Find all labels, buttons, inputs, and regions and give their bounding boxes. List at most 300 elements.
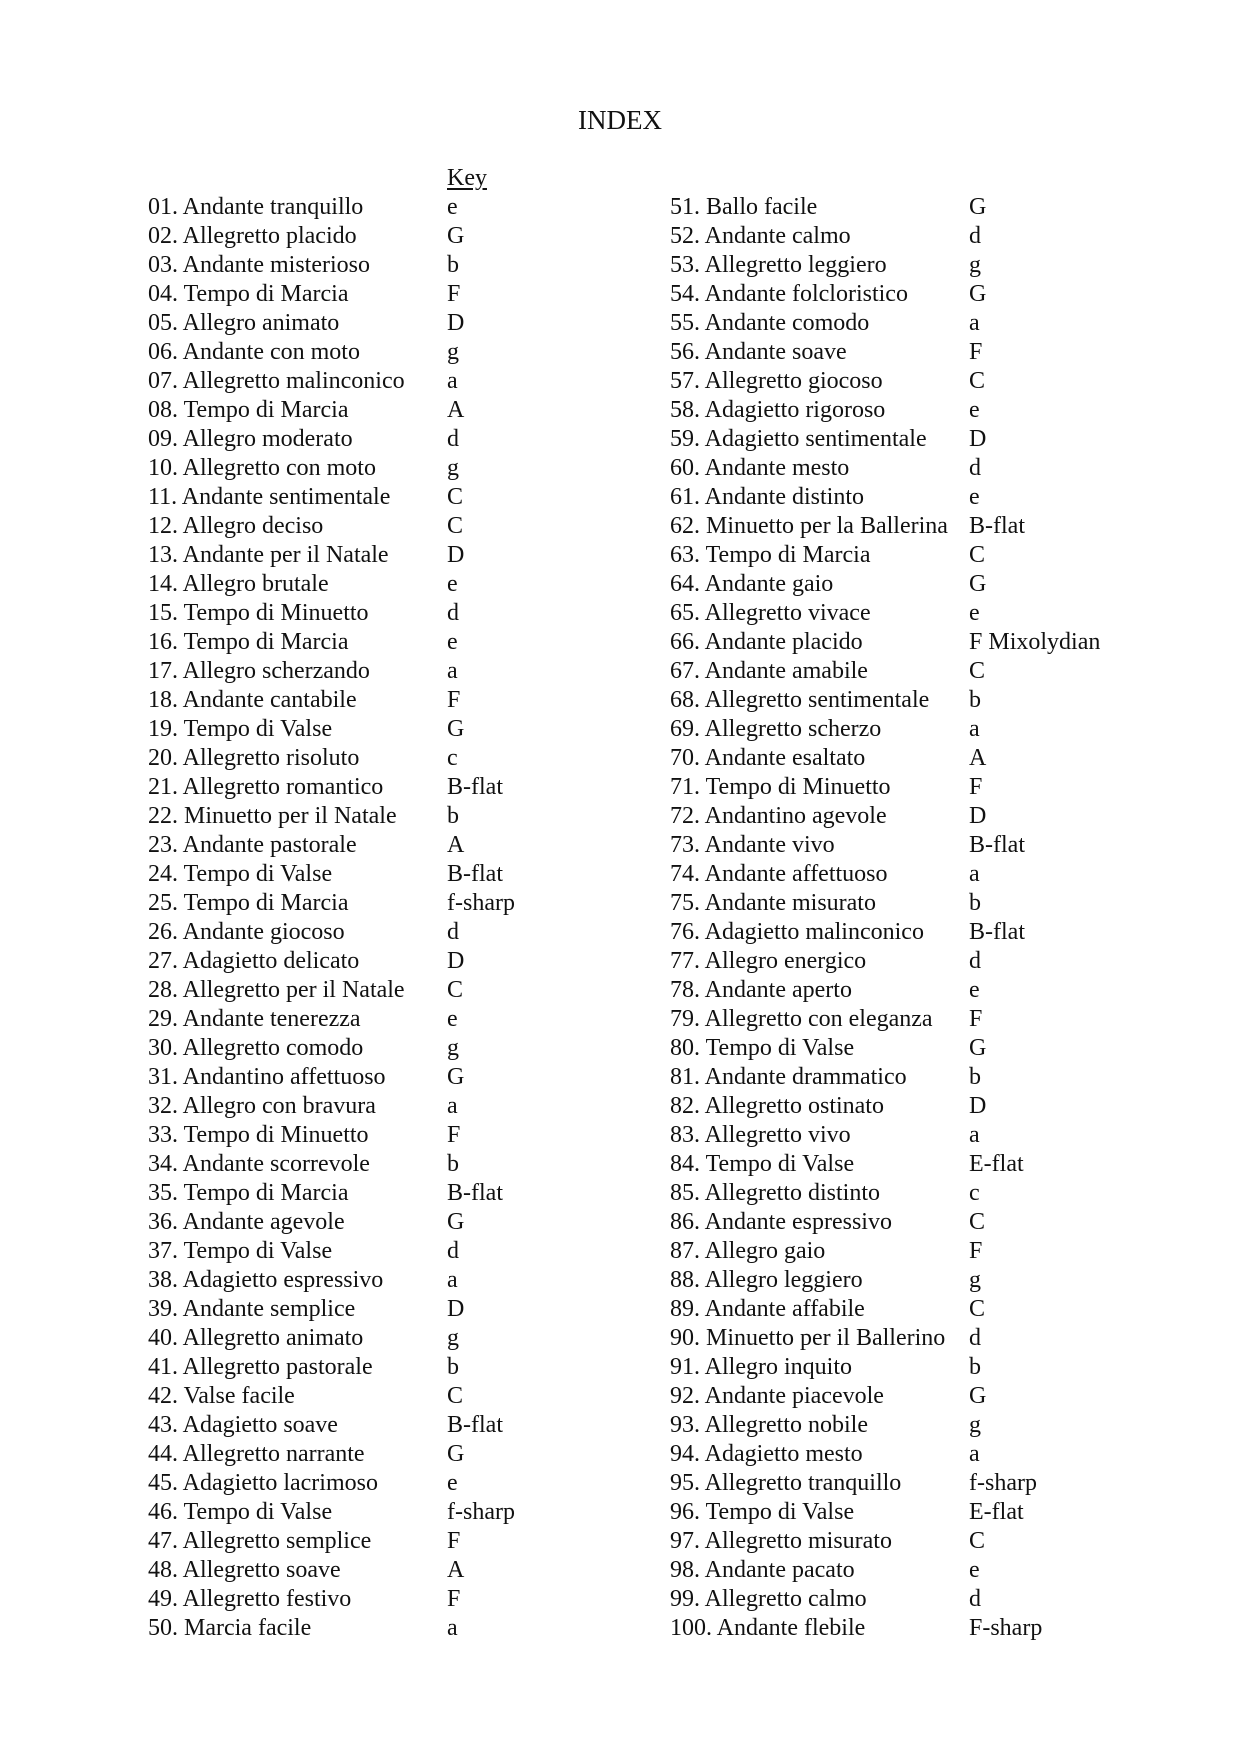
entry-title: 38. Adagietto espressivo bbox=[148, 1267, 384, 1293]
entry-key: F bbox=[447, 687, 461, 713]
index-entry bbox=[670, 222, 1100, 251]
index-entry bbox=[148, 251, 515, 280]
entry-key: d bbox=[969, 948, 981, 974]
index-entry bbox=[148, 1440, 515, 1469]
index-entry bbox=[670, 338, 1100, 367]
entry-title: 09. Allegro moderato bbox=[148, 426, 353, 452]
entry-title: 16. Tempo di Marcia bbox=[148, 629, 349, 655]
index-entry bbox=[148, 860, 515, 889]
entry-key: g bbox=[969, 1267, 981, 1293]
entry-title: 80. Tempo di Valse bbox=[670, 1035, 855, 1061]
entry-title: 06. Andante con moto bbox=[148, 339, 360, 365]
index-entry bbox=[670, 1382, 1100, 1411]
entry-title: 79. Allegretto con eleganza bbox=[670, 1006, 933, 1032]
entry-title: 45. Adagietto lacrimoso bbox=[148, 1470, 378, 1496]
entry-key: G bbox=[447, 223, 465, 249]
entry-key: D bbox=[969, 1093, 987, 1119]
entry-key: A bbox=[447, 397, 465, 423]
index-entry bbox=[148, 1324, 515, 1353]
index-entry bbox=[670, 1179, 1100, 1208]
entry-key: d bbox=[447, 919, 459, 945]
entry-key: G bbox=[969, 1383, 987, 1409]
index-entry bbox=[670, 1237, 1100, 1266]
index-entry bbox=[670, 599, 1100, 628]
entry-title: 68. Allegretto sentimentale bbox=[670, 687, 930, 713]
index-entry bbox=[148, 1295, 515, 1324]
entry-title: 47. Allegretto semplice bbox=[148, 1528, 372, 1554]
index-entry bbox=[148, 1063, 515, 1092]
index-entry bbox=[670, 715, 1100, 744]
index-entry bbox=[148, 1266, 515, 1295]
entry-title: 03. Andante misterioso bbox=[148, 252, 370, 278]
entry-title: 36. Andante agevole bbox=[148, 1209, 345, 1235]
entry-title: 07. Allegretto malinconico bbox=[148, 368, 405, 394]
index-entry bbox=[670, 454, 1100, 483]
entry-title: 92. Andante piacevole bbox=[670, 1383, 884, 1409]
entry-key: B-flat bbox=[447, 1180, 503, 1206]
entry-key: a bbox=[969, 1122, 980, 1148]
entry-key: C bbox=[447, 513, 464, 539]
entry-title: 84. Tempo di Valse bbox=[670, 1151, 855, 1177]
entry-key: e bbox=[969, 397, 980, 423]
index-entry bbox=[148, 1527, 515, 1556]
entry-key: e bbox=[969, 1557, 980, 1583]
index-entry bbox=[148, 947, 515, 976]
index-entry bbox=[148, 541, 515, 570]
entry-key: d bbox=[969, 1586, 981, 1612]
entry-title: 67. Andante amabile bbox=[670, 658, 868, 684]
index-column-left bbox=[148, 193, 515, 1643]
index-entry bbox=[670, 1585, 1100, 1614]
entry-key: b bbox=[969, 890, 981, 916]
entry-key: g bbox=[969, 1412, 981, 1438]
entry-key: e bbox=[447, 194, 458, 220]
entry-title: 11. Andante sentimentale bbox=[148, 484, 391, 510]
entry-key: D bbox=[447, 310, 465, 336]
index-entry bbox=[148, 715, 515, 744]
entry-title: 49. Allegretto festivo bbox=[148, 1586, 352, 1612]
entry-key: A bbox=[447, 832, 465, 858]
entry-title: 87. Allegro gaio bbox=[670, 1238, 826, 1264]
entry-key: C bbox=[969, 1528, 986, 1554]
index-entry bbox=[670, 512, 1100, 541]
entry-key: e bbox=[447, 629, 458, 655]
entry-key: G bbox=[447, 1441, 465, 1467]
entry-title: 59. Adagietto sentimentale bbox=[670, 426, 927, 452]
entry-title: 19. Tempo di Valse bbox=[148, 716, 333, 742]
entry-key: b bbox=[447, 1354, 459, 1380]
entry-title: 23. Andante pastorale bbox=[148, 832, 357, 858]
index-entry bbox=[148, 454, 515, 483]
entry-key: b bbox=[969, 1354, 981, 1380]
entry-key: F bbox=[969, 339, 983, 365]
index-entry bbox=[670, 1295, 1100, 1324]
entry-title: 97. Allegretto misurato bbox=[670, 1528, 892, 1554]
index-entry bbox=[670, 802, 1100, 831]
entry-title: 28. Allegretto per il Natale bbox=[148, 977, 405, 1003]
index-entry bbox=[148, 425, 515, 454]
index-entry bbox=[148, 976, 515, 1005]
entry-title: 44. Allegretto narrante bbox=[148, 1441, 365, 1467]
entry-title: 08. Tempo di Marcia bbox=[148, 397, 349, 423]
entry-key: e bbox=[447, 1470, 458, 1496]
entry-title: 13. Andante per il Natale bbox=[148, 542, 389, 568]
index-entry bbox=[148, 744, 515, 773]
entry-title: 71. Tempo di Minuetto bbox=[670, 774, 891, 800]
index-entry bbox=[670, 483, 1100, 512]
index-entry bbox=[670, 1063, 1100, 1092]
index-entry bbox=[148, 1121, 515, 1150]
entry-title: 02. Allegretto placido bbox=[148, 223, 357, 249]
index-entry bbox=[670, 1266, 1100, 1295]
entry-title: 32. Allegro con bravura bbox=[148, 1093, 376, 1119]
index-entry bbox=[670, 686, 1100, 715]
entry-key: g bbox=[447, 1325, 459, 1351]
entry-key: D bbox=[447, 948, 465, 974]
entry-title: 10. Allegretto con moto bbox=[148, 455, 376, 481]
index-entry bbox=[670, 744, 1100, 773]
entry-key: b bbox=[969, 1064, 981, 1090]
entry-key: G bbox=[447, 1064, 465, 1090]
index-entry bbox=[670, 947, 1100, 976]
index-entry bbox=[670, 773, 1100, 802]
entry-title: 56. Andante soave bbox=[670, 339, 847, 365]
entry-key: c bbox=[447, 745, 458, 771]
index-entry bbox=[148, 193, 515, 222]
entry-key: F bbox=[969, 774, 983, 800]
index-entry bbox=[670, 1208, 1100, 1237]
entry-key: e bbox=[969, 600, 980, 626]
entry-title: 05. Allegro animato bbox=[148, 310, 340, 336]
entry-key: A bbox=[969, 745, 987, 771]
entry-key: G bbox=[969, 571, 987, 597]
entry-title: 64. Andante gaio bbox=[670, 571, 834, 597]
entry-title: 89. Andante affabile bbox=[670, 1296, 865, 1322]
entry-key: a bbox=[969, 861, 980, 887]
index-entry bbox=[670, 1527, 1100, 1556]
index-entry bbox=[148, 1498, 515, 1527]
entry-title: 39. Andante semplice bbox=[148, 1296, 356, 1322]
entry-key: a bbox=[447, 1267, 458, 1293]
entry-key: a bbox=[969, 716, 980, 742]
index-entry bbox=[148, 802, 515, 831]
entry-key: b bbox=[447, 803, 459, 829]
entry-key: B-flat bbox=[969, 832, 1025, 858]
entry-title: 25. Tempo di Marcia bbox=[148, 890, 349, 916]
entry-title: 96. Tempo di Valse bbox=[670, 1499, 855, 1525]
index-entry bbox=[670, 860, 1100, 889]
entry-title: 60. Andante mesto bbox=[670, 455, 850, 481]
entry-key: F bbox=[969, 1006, 983, 1032]
index-entry bbox=[670, 1556, 1100, 1585]
entry-title: 54. Andante folcloristico bbox=[670, 281, 908, 307]
entry-key: g bbox=[969, 252, 981, 278]
index-entry bbox=[670, 1005, 1100, 1034]
entry-title: 98. Andante pacato bbox=[670, 1557, 855, 1583]
entry-key: b bbox=[447, 1151, 459, 1177]
entry-title: 62. Minuetto per la Ballerina bbox=[670, 513, 948, 539]
entry-title: 91. Allegro inquito bbox=[670, 1354, 852, 1380]
index-entry bbox=[148, 773, 515, 802]
index-entry bbox=[670, 976, 1100, 1005]
entry-title: 22. Minuetto per il Natale bbox=[148, 803, 397, 829]
entry-title: 12. Allegro deciso bbox=[148, 513, 324, 539]
entry-key: F bbox=[447, 281, 461, 307]
entry-title: 20. Allegretto risoluto bbox=[148, 745, 360, 771]
entry-title: 52. Andante calmo bbox=[670, 223, 851, 249]
entry-title: 24. Tempo di Valse bbox=[148, 861, 333, 887]
entry-key: d bbox=[969, 1325, 981, 1351]
entry-title: 95. Allegretto tranquillo bbox=[670, 1470, 902, 1496]
entry-key: e bbox=[969, 484, 980, 510]
entry-title: 37. Tempo di Valse bbox=[148, 1238, 333, 1264]
entry-title: 73. Andante vivo bbox=[670, 832, 835, 858]
entry-title: 94. Adagietto mesto bbox=[670, 1441, 863, 1467]
entry-title: 78. Andante aperto bbox=[670, 977, 852, 1003]
entry-title: 48. Allegretto soave bbox=[148, 1557, 341, 1583]
entry-title: 85. Allegretto distinto bbox=[670, 1180, 880, 1206]
entry-key: F bbox=[969, 1238, 983, 1264]
entry-key: d bbox=[447, 1238, 459, 1264]
entry-key: f-sharp bbox=[447, 890, 515, 916]
index-entry bbox=[148, 1150, 515, 1179]
entry-title: 31. Andantino affettuoso bbox=[148, 1064, 386, 1090]
entry-title: 01. Andante tranquillo bbox=[148, 194, 364, 220]
entry-title: 17. Allegro scherzando bbox=[148, 658, 370, 684]
entry-title: 21. Allegretto romantico bbox=[148, 774, 384, 800]
entry-title: 93. Allegretto nobile bbox=[670, 1412, 868, 1438]
entry-key: C bbox=[447, 977, 464, 1003]
entry-title: 65. Allegretto vivace bbox=[670, 600, 871, 626]
entry-key: a bbox=[969, 310, 980, 336]
index-entry bbox=[148, 1208, 515, 1237]
entry-title: 50. Marcia facile bbox=[148, 1615, 312, 1641]
index-entry bbox=[670, 1440, 1100, 1469]
entry-key: G bbox=[969, 1035, 987, 1061]
entry-key: a bbox=[447, 1093, 458, 1119]
entry-title: 82. Allegretto ostinato bbox=[670, 1093, 884, 1119]
index-entry bbox=[148, 1585, 515, 1614]
entry-key: e bbox=[969, 977, 980, 1003]
entry-key: a bbox=[447, 368, 458, 394]
entry-key: g bbox=[447, 455, 459, 481]
entry-key: g bbox=[447, 1035, 459, 1061]
index-entry bbox=[670, 1411, 1100, 1440]
entry-title: 41. Allegretto pastorale bbox=[148, 1354, 373, 1380]
entry-key: a bbox=[969, 1441, 980, 1467]
entry-key: b bbox=[447, 252, 459, 278]
index-entry bbox=[148, 1469, 515, 1498]
index-entry bbox=[148, 1411, 515, 1440]
entry-key: a bbox=[447, 658, 458, 684]
index-entry bbox=[670, 1353, 1100, 1382]
entry-title: 77. Allegro energico bbox=[670, 948, 867, 974]
index-entry bbox=[670, 1034, 1100, 1063]
entry-key: d bbox=[447, 600, 459, 626]
index-entry bbox=[670, 831, 1100, 860]
index-entry bbox=[148, 1005, 515, 1034]
index-entry bbox=[670, 1092, 1100, 1121]
entry-title: 30. Allegretto comodo bbox=[148, 1035, 364, 1061]
index-entry bbox=[670, 570, 1100, 599]
entry-key: g bbox=[447, 339, 459, 365]
page-title: INDEX bbox=[578, 105, 662, 135]
entry-key: G bbox=[447, 716, 465, 742]
entry-key: e bbox=[447, 1006, 458, 1032]
index-entry bbox=[148, 628, 515, 657]
index-entry bbox=[670, 309, 1100, 338]
entry-key: C bbox=[969, 1209, 986, 1235]
entry-key: C bbox=[969, 1296, 986, 1322]
entry-title: 53. Allegretto leggiero bbox=[670, 252, 887, 278]
index-entry bbox=[148, 512, 515, 541]
entry-title: 66. Andante placido bbox=[670, 629, 863, 655]
entry-key: F-sharp bbox=[969, 1615, 1043, 1641]
entry-title: 29. Andante tenerezza bbox=[148, 1006, 361, 1032]
index-entry bbox=[670, 280, 1100, 309]
entry-title: 70. Andante esaltato bbox=[670, 745, 866, 771]
index-entry bbox=[670, 628, 1100, 657]
index-entry bbox=[148, 570, 515, 599]
entry-title: 14. Allegro brutale bbox=[148, 571, 329, 597]
index-entry bbox=[670, 425, 1100, 454]
index-entry bbox=[670, 1469, 1100, 1498]
entry-title: 90. Minuetto per il Ballerino bbox=[670, 1325, 946, 1351]
entry-title: 57. Allegretto giocoso bbox=[670, 368, 883, 394]
entry-key: d bbox=[969, 223, 981, 249]
entry-key: F bbox=[447, 1528, 461, 1554]
index-entry bbox=[148, 1556, 515, 1585]
index-entry bbox=[148, 396, 515, 425]
entry-title: 04. Tempo di Marcia bbox=[148, 281, 349, 307]
index-entry bbox=[148, 1179, 515, 1208]
index-entry bbox=[670, 1498, 1100, 1527]
entry-title: 72. Andantino agevole bbox=[670, 803, 887, 829]
entry-title: 61. Andante distinto bbox=[670, 484, 864, 510]
index-entry bbox=[148, 280, 515, 309]
index-entry bbox=[148, 657, 515, 686]
index-entry bbox=[148, 1237, 515, 1266]
index-entry bbox=[670, 918, 1100, 947]
index-entry bbox=[148, 1034, 515, 1063]
entry-title: 86. Andante espressivo bbox=[670, 1209, 892, 1235]
index-entry bbox=[670, 396, 1100, 425]
entry-title: 76. Adagietto malinconico bbox=[670, 919, 924, 945]
entry-key: f-sharp bbox=[969, 1470, 1037, 1496]
entry-key: B-flat bbox=[447, 774, 503, 800]
entry-key: C bbox=[447, 484, 464, 510]
index-entry bbox=[670, 1150, 1100, 1179]
entry-key: G bbox=[969, 194, 987, 220]
entry-key: C bbox=[969, 542, 986, 568]
index-entry bbox=[148, 483, 515, 512]
entry-title: 75. Andante misurato bbox=[670, 890, 876, 916]
entry-title: 33. Tempo di Minuetto bbox=[148, 1122, 369, 1148]
index-entry bbox=[148, 222, 515, 251]
index-entry bbox=[148, 367, 515, 396]
entry-title: 63. Tempo di Marcia bbox=[670, 542, 871, 568]
entry-title: 88. Allegro leggiero bbox=[670, 1267, 863, 1293]
entry-key: E-flat bbox=[969, 1151, 1024, 1177]
entry-title: 15. Tempo di Minuetto bbox=[148, 600, 369, 626]
index-entry bbox=[148, 918, 515, 947]
entry-key: b bbox=[969, 687, 981, 713]
entry-title: 18. Andante cantabile bbox=[148, 687, 357, 713]
entry-title: 26. Andante giocoso bbox=[148, 919, 345, 945]
entry-key: c bbox=[969, 1180, 980, 1206]
index-entry bbox=[670, 1121, 1100, 1150]
index-entry bbox=[148, 1092, 515, 1121]
entry-title: 51. Ballo facile bbox=[670, 194, 818, 220]
index-entry bbox=[670, 193, 1100, 222]
entry-title: 46. Tempo di Valse bbox=[148, 1499, 333, 1525]
entry-key: D bbox=[969, 803, 987, 829]
entry-key: F Mixolydian bbox=[969, 629, 1101, 655]
entry-key: a bbox=[447, 1615, 458, 1641]
key-column-header: Key bbox=[447, 165, 487, 191]
entry-key: D bbox=[969, 426, 987, 452]
index-entry bbox=[670, 367, 1100, 396]
index-entry bbox=[670, 657, 1100, 686]
index-entry bbox=[670, 251, 1100, 280]
entry-title: 40. Allegretto animato bbox=[148, 1325, 364, 1351]
entry-title: 43. Adagietto soave bbox=[148, 1412, 338, 1438]
entry-title: 69. Allegretto scherzo bbox=[670, 716, 882, 742]
entry-key: A bbox=[447, 1557, 465, 1583]
index-entry bbox=[148, 831, 515, 860]
entry-title: 74. Andante affettuoso bbox=[670, 861, 888, 887]
index-entry bbox=[148, 1382, 515, 1411]
index-entry bbox=[148, 309, 515, 338]
index-entry bbox=[670, 1324, 1100, 1353]
entry-title: 100. Andante flebile bbox=[670, 1615, 866, 1641]
index-entry bbox=[148, 1353, 515, 1382]
entry-title: 99. Allegretto calmo bbox=[670, 1586, 867, 1612]
index-entry bbox=[148, 889, 515, 918]
entry-key: B-flat bbox=[969, 919, 1025, 945]
entry-key: C bbox=[969, 658, 986, 684]
index-column-right bbox=[670, 193, 1100, 1643]
entry-key: f-sharp bbox=[447, 1499, 515, 1525]
index-entry bbox=[670, 889, 1100, 918]
index-entry bbox=[148, 338, 515, 367]
entry-title: 81. Andante drammatico bbox=[670, 1064, 907, 1090]
entry-title: 34. Andante scorrevole bbox=[148, 1151, 370, 1177]
entry-key: B-flat bbox=[447, 861, 503, 887]
entry-key: D bbox=[447, 1296, 465, 1322]
entry-key: F bbox=[447, 1122, 461, 1148]
entry-key: B-flat bbox=[969, 513, 1025, 539]
entry-title: 27. Adagietto delicato bbox=[148, 948, 360, 974]
entry-key: E-flat bbox=[969, 1499, 1024, 1525]
entry-key: G bbox=[969, 281, 987, 307]
entry-key: C bbox=[447, 1383, 464, 1409]
entry-key: d bbox=[447, 426, 459, 452]
entry-key: B-flat bbox=[447, 1412, 503, 1438]
entry-key: d bbox=[969, 455, 981, 481]
entry-key: C bbox=[969, 368, 986, 394]
index-entry bbox=[148, 599, 515, 628]
entry-title: 35. Tempo di Marcia bbox=[148, 1180, 349, 1206]
entry-key: D bbox=[447, 542, 465, 568]
entry-title: 58. Adagietto rigoroso bbox=[670, 397, 886, 423]
entry-title: 83. Allegretto vivo bbox=[670, 1122, 851, 1148]
entry-key: G bbox=[447, 1209, 465, 1235]
index-entry bbox=[148, 686, 515, 715]
entry-key: e bbox=[447, 571, 458, 597]
index-entry bbox=[148, 1614, 515, 1643]
entry-title: 55. Andante comodo bbox=[670, 310, 870, 336]
